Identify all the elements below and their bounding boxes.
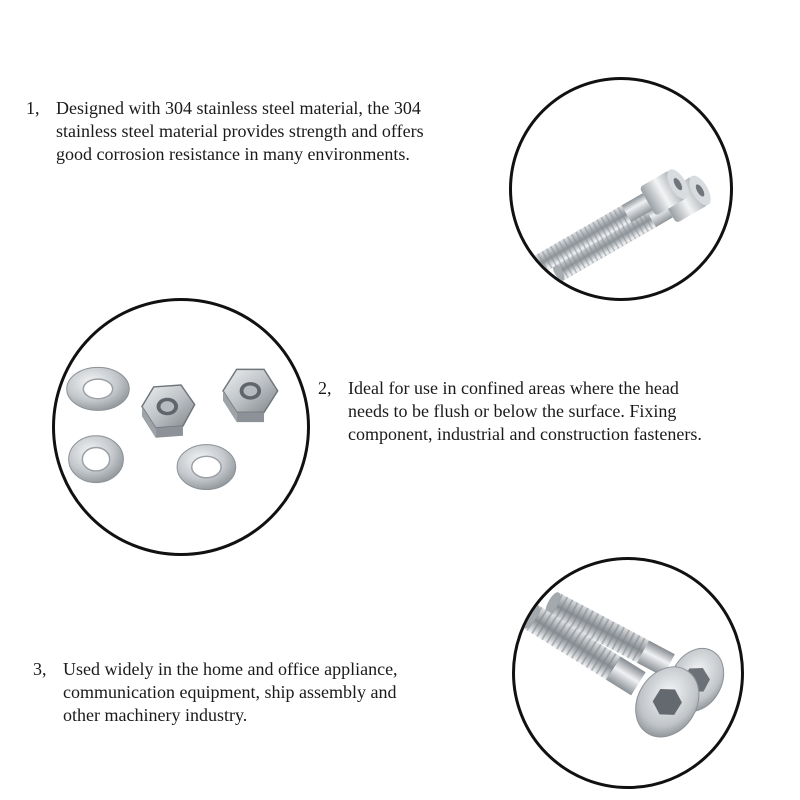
feature-3-number: 3, [33,659,47,679]
feature-3-text [33,658,398,727]
feature-1-line-2: stainless steel material provides strength and offers [56,121,424,141]
cap-screws-photo-2 [512,557,744,789]
nuts-washers-photo [52,298,310,556]
hex-nut-right [223,369,278,422]
nuts-and-washers-image [55,301,307,553]
feature-3-line-1: Used widely in the home and office appliance, [63,659,398,679]
socket-cap-screws-image [512,80,730,298]
feature-1-text [26,97,424,166]
washer-top-left [67,367,130,410]
feature-1-number: 1, [26,98,40,118]
feature-1-line-1: Designed with 304 stainless steel material, the 304 [56,98,421,118]
feature-2-number: 2, [318,378,332,398]
feature-2-line-3: component, industrial and construction fasteners. [348,424,702,444]
cap-screws-photo-1 [509,77,733,301]
feature-2-line-2: needs to be flush or below the surface. Fixing [348,401,677,421]
washer-bottom-right [177,445,236,490]
feature-1-line-3: good corrosion resistance in many environments. [56,144,410,164]
socket-cap-screws-closeup-image [515,560,741,786]
feature-3-line-2: communication equipment, ship assembly and [63,682,397,702]
hex-nut-center [142,385,195,438]
feature-3-line-3: other machinery industry. [63,705,248,725]
feature-2-text [318,377,702,446]
feature-2-line-1: Ideal for use in confined areas where the head [348,378,679,398]
washer-bottom-left [69,436,124,483]
